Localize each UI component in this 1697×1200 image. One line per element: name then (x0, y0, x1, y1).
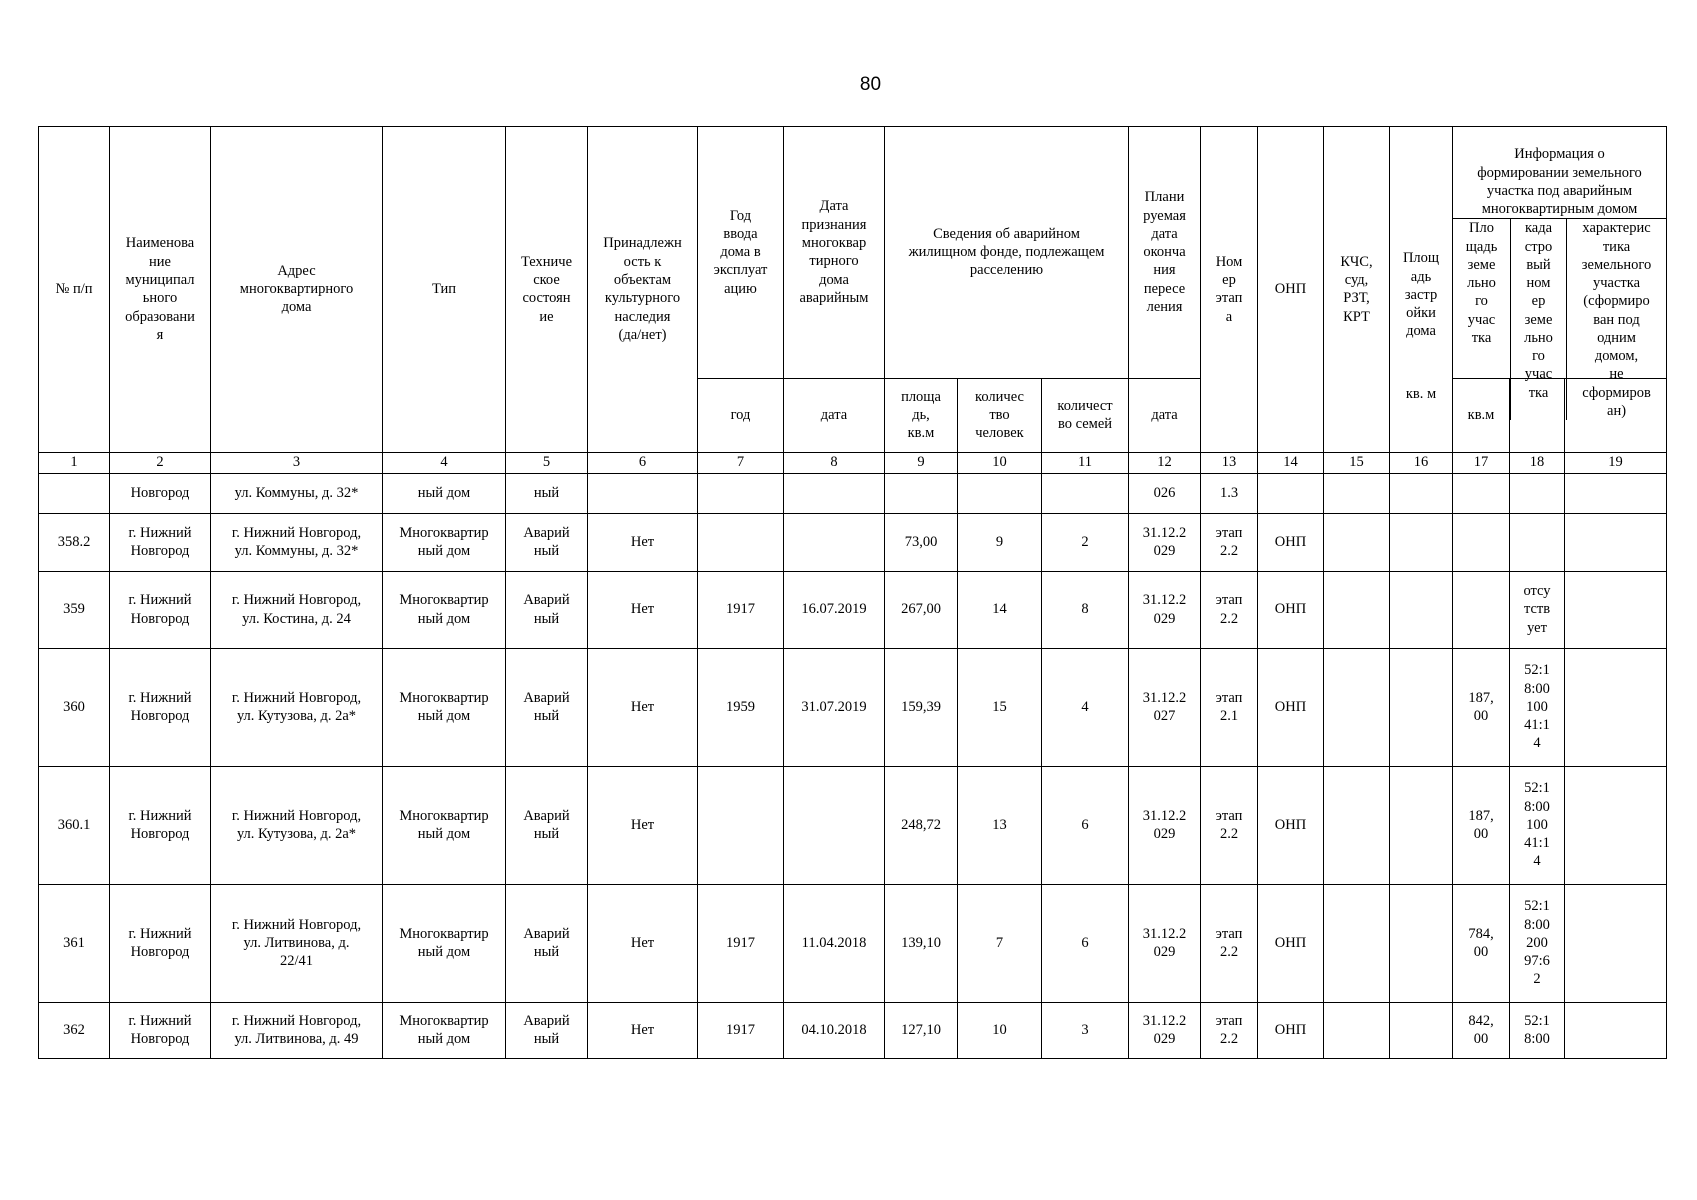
cell-row-number: 360 (39, 648, 110, 766)
cell-year (698, 473, 784, 513)
cell-stage: этап 2.2 (1201, 571, 1258, 648)
cell-people: 9 (958, 513, 1042, 571)
cell-emergency-date: 11.04.2018 (784, 884, 885, 1002)
cell-onp: ОНП (1258, 571, 1324, 648)
header-cadastral-number: када стро вый ном ер земе льно го учас тка (1511, 219, 1567, 420)
column-number: 15 (1324, 452, 1390, 473)
cell-kchs (1324, 884, 1390, 1002)
cell-heritage: Нет (588, 648, 698, 766)
cell-building-area (1390, 884, 1453, 1002)
cell-year (698, 513, 784, 571)
cell-year (698, 766, 784, 884)
cell-type: Многоквартир ный дом (383, 1002, 506, 1058)
column-number: 19 (1565, 452, 1667, 473)
cell-type: Многоквартир ный дом (383, 766, 506, 884)
subheader-area: площа дь, кв.м (885, 378, 958, 452)
cell-year: 1917 (698, 571, 784, 648)
cell-land-characteristic (1565, 473, 1667, 513)
cell-area: 159,39 (885, 648, 958, 766)
cell-row-number: 360.1 (39, 766, 110, 884)
table-row (39, 766, 1667, 884)
header-row-number: № п/п (39, 127, 110, 453)
column-number-row (39, 452, 1667, 473)
cell-land-characteristic (1565, 766, 1667, 884)
cell-people: 15 (958, 648, 1042, 766)
cell-planned-date: 31.12.2 029 (1129, 1002, 1201, 1058)
cell-land-area (1453, 473, 1510, 513)
page-number: 80 (859, 74, 882, 95)
cell-land-characteristic (1565, 648, 1667, 766)
cell-onp: ОНП (1258, 884, 1324, 1002)
cell-stage: этап 2.2 (1201, 513, 1258, 571)
cell-families (1042, 473, 1129, 513)
cell-kchs (1324, 648, 1390, 766)
cell-onp: ОНП (1258, 648, 1324, 766)
header-emergency-date: Дата признания многоквар тирного дома аварийным (784, 127, 885, 379)
cell-land-characteristic (1565, 513, 1667, 571)
cell-stage: этап 2.2 (1201, 1002, 1258, 1058)
cell-municipality: г. Нижний Новгород (110, 513, 211, 571)
table-row (39, 648, 1667, 766)
header-stage-number: Ном ер этап а (1201, 127, 1258, 453)
cell-onp: ОНП (1258, 1002, 1324, 1058)
cell-municipality: г. Нижний Новгород (110, 884, 211, 1002)
cell-families: 6 (1042, 884, 1129, 1002)
column-number: 16 (1390, 452, 1453, 473)
cell-state: Аварий ный (506, 1002, 588, 1058)
cell-address: г. Нижний Новгород, ул. Кутузова, д. 2а* (211, 766, 383, 884)
cell-stage: этап 2.2 (1201, 766, 1258, 884)
column-number: 4 (383, 452, 506, 473)
cell-onp: ОНП (1258, 513, 1324, 571)
header-commission-year: Год ввода дома в эксплуат ацию (698, 127, 784, 379)
header-kchs: КЧС, суд, РЗТ, КРТ (1324, 127, 1390, 453)
column-number: 13 (1201, 452, 1258, 473)
column-number: 5 (506, 452, 588, 473)
cell-land-area (1453, 513, 1510, 571)
column-number: 14 (1258, 452, 1324, 473)
table-row (39, 884, 1667, 1002)
cell-families: 8 (1042, 571, 1129, 648)
cell-kchs (1324, 473, 1390, 513)
cell-land-area: 187, 00 (1453, 766, 1510, 884)
cell-municipality: г. Нижний Новгород (110, 648, 211, 766)
cell-municipality: г. Нижний Новгород (110, 766, 211, 884)
table-row (39, 1002, 1667, 1058)
cell-municipality: Новгород (110, 473, 211, 513)
cell-planned-date: 31.12.2 029 (1129, 571, 1201, 648)
cell-state: Аварий ный (506, 884, 588, 1002)
cell-land-characteristic (1565, 884, 1667, 1002)
cell-onp (1258, 473, 1324, 513)
cell-area: 73,00 (885, 513, 958, 571)
header-building-area-unit: кв. м (1405, 386, 1437, 403)
cell-emergency-date (784, 513, 885, 571)
cell-building-area (1390, 513, 1453, 571)
cell-area: 139,10 (885, 884, 958, 1002)
cell-row-number: 358.2 (39, 513, 110, 571)
cell-municipality: г. Нижний Новгород (110, 571, 211, 648)
cell-cadastral-number (1510, 473, 1565, 513)
cell-kchs (1324, 513, 1390, 571)
cell-type: ный дом (383, 473, 506, 513)
cell-building-area (1390, 648, 1453, 766)
cell-heritage: Нет (588, 571, 698, 648)
cell-area: 248,72 (885, 766, 958, 884)
cell-heritage: Нет (588, 513, 698, 571)
header-technical-state: Техниче ское состоян ие (506, 127, 588, 453)
cell-heritage: Нет (588, 884, 698, 1002)
cell-heritage (588, 473, 698, 513)
cell-people: 14 (958, 571, 1042, 648)
cell-address: ул. Коммуны, д. 32* (211, 473, 383, 513)
cell-emergency-date: 31.07.2019 (784, 648, 885, 766)
column-number: 18 (1510, 452, 1565, 473)
cell-land-area: 784, 00 (1453, 884, 1510, 1002)
cell-row-number: 361 (39, 884, 110, 1002)
cell-emergency-date (784, 473, 885, 513)
cell-area (885, 473, 958, 513)
header-address: Адрес многоквартирного дома (211, 127, 383, 453)
cell-type: Многоквартир ный дом (383, 648, 506, 766)
cell-municipality: г. Нижний Новгород (110, 1002, 211, 1058)
header-planned-end-date: Плани руемая дата оконча ния пересе ления (1129, 127, 1201, 379)
cell-people: 10 (958, 1002, 1042, 1058)
cell-stage: этап 2.2 (1201, 884, 1258, 1002)
cell-families: 6 (1042, 766, 1129, 884)
cell-area: 267,00 (885, 571, 958, 648)
cell-emergency-date: 16.07.2019 (784, 571, 885, 648)
column-number: 9 (885, 452, 958, 473)
header-type: Тип (383, 127, 506, 453)
cell-address: г. Нижний Новгород, ул. Литвинова, д. 22/41 (211, 884, 383, 1002)
column-number: 6 (588, 452, 698, 473)
cell-year: 1917 (698, 884, 784, 1002)
cell-kchs (1324, 1002, 1390, 1058)
column-number: 17 (1453, 452, 1510, 473)
column-number: 2 (110, 452, 211, 473)
column-number: 11 (1042, 452, 1129, 473)
cell-cadastral-number: 52:1 8:00 (1510, 1002, 1565, 1058)
cell-address: г. Нижний Новгород, ул. Кутузова, д. 2а* (211, 648, 383, 766)
subheader-year: год (698, 378, 784, 452)
cell-row-number: 362 (39, 1002, 110, 1058)
table-row (39, 513, 1667, 571)
subheader-land-area-unit: кв.м (1453, 378, 1510, 452)
cell-land-characteristic (1565, 571, 1667, 648)
cell-cadastral-number: 52:1 8:00 100 41:1 4 (1510, 648, 1565, 766)
cell-state: Аварий ный (506, 766, 588, 884)
cell-cadastral-number (1510, 513, 1565, 571)
cell-stage: 1.3 (1201, 473, 1258, 513)
cell-stage: этап 2.1 (1201, 648, 1258, 766)
cell-state: ный (506, 473, 588, 513)
header-land-plot-title: Информация о формировании земельного участка под аварийным многоквартирным домом (1453, 145, 1666, 219)
cell-address: г. Нижний Новгород, ул. Коммуны, д. 32* (211, 513, 383, 571)
cell-area: 127,10 (885, 1002, 958, 1058)
cell-land-area: 187, 00 (1453, 648, 1510, 766)
cell-people (958, 473, 1042, 513)
column-number: 12 (1129, 452, 1201, 473)
cell-planned-date: 31.12.2 029 (1129, 884, 1201, 1002)
cell-state: Аварий ный (506, 571, 588, 648)
cell-building-area (1390, 571, 1453, 648)
cell-state: Аварий ный (506, 513, 588, 571)
subheader-planned-date: дата (1129, 378, 1201, 452)
cell-families: 4 (1042, 648, 1129, 766)
cell-onp: ОНП (1258, 766, 1324, 884)
cell-building-area (1390, 1002, 1453, 1058)
cell-families: 2 (1042, 513, 1129, 571)
cell-planned-date: 31.12.2 027 (1129, 648, 1201, 766)
cell-families: 3 (1042, 1002, 1129, 1058)
header-cultural-heritage: Принадлежн ость к объектам культурного наследия (да/нет) (588, 127, 698, 453)
cell-heritage: Нет (588, 1002, 698, 1058)
cell-people: 13 (958, 766, 1042, 884)
cell-type: Многоквартир ный дом (383, 571, 506, 648)
subheader-family-count: количест во семей (1042, 378, 1129, 452)
cell-emergency-date: 04.10.2018 (784, 1002, 885, 1058)
header-land-area: Пло щадь земе льно го учас тка (1453, 219, 1511, 420)
cell-kchs (1324, 571, 1390, 648)
header-emergency-fund-info: Сведения об аварийном жилищном фонде, подлежащем расселению (885, 127, 1129, 379)
cell-emergency-date (784, 766, 885, 884)
subheader-date: дата (784, 378, 885, 452)
header-building-area (1390, 127, 1453, 453)
cell-cadastral-number: 52:1 8:00 200 97:6 2 (1510, 884, 1565, 1002)
cell-row-number (39, 473, 110, 513)
column-number: 1 (39, 452, 110, 473)
cell-land-area (1453, 571, 1510, 648)
header-building-area-label: Площ адь застр ойки дома (1402, 250, 1440, 340)
cell-cadastral-number: отсу тств ует (1510, 571, 1565, 648)
cell-land-area: 842, 00 (1453, 1002, 1510, 1058)
column-number: 10 (958, 452, 1042, 473)
cell-people: 7 (958, 884, 1042, 1002)
subheader-people-count: количес тво человек (958, 378, 1042, 452)
cell-row-number: 359 (39, 571, 110, 648)
cell-planned-date: 026 (1129, 473, 1201, 513)
cell-address: г. Нижний Новгород, ул. Литвинова, д. 49 (211, 1002, 383, 1058)
header-onp: ОНП (1258, 127, 1324, 453)
cell-year: 1959 (698, 648, 784, 766)
header-land-characteristic: характерис тика земельного участка (сформиро ван под одним домом, не сформиров ан) (1581, 220, 1652, 419)
column-number: 3 (211, 452, 383, 473)
emergency-housing-table (38, 126, 1667, 1059)
header-municipality: Наименова ние муниципал ьного образовани я (110, 127, 211, 453)
cell-type: Многоквартир ный дом (383, 513, 506, 571)
cell-kchs (1324, 766, 1390, 884)
table-row (39, 571, 1667, 648)
cell-planned-date: 31.12.2 029 (1129, 513, 1201, 571)
cell-state: Аварий ный (506, 648, 588, 766)
table-row (39, 473, 1667, 513)
column-number: 7 (698, 452, 784, 473)
cell-building-area (1390, 766, 1453, 884)
cell-cadastral-number: 52:1 8:00 100 41:1 4 (1510, 766, 1565, 884)
cell-land-characteristic (1565, 1002, 1667, 1058)
cell-year: 1917 (698, 1002, 784, 1058)
cell-type: Многоквартир ный дом (383, 884, 506, 1002)
cell-address: г. Нижний Новгород, ул. Костина, д. 24 (211, 571, 383, 648)
cell-planned-date: 31.12.2 029 (1129, 766, 1201, 884)
cell-heritage: Нет (588, 766, 698, 884)
cell-building-area (1390, 473, 1453, 513)
column-number: 8 (784, 452, 885, 473)
